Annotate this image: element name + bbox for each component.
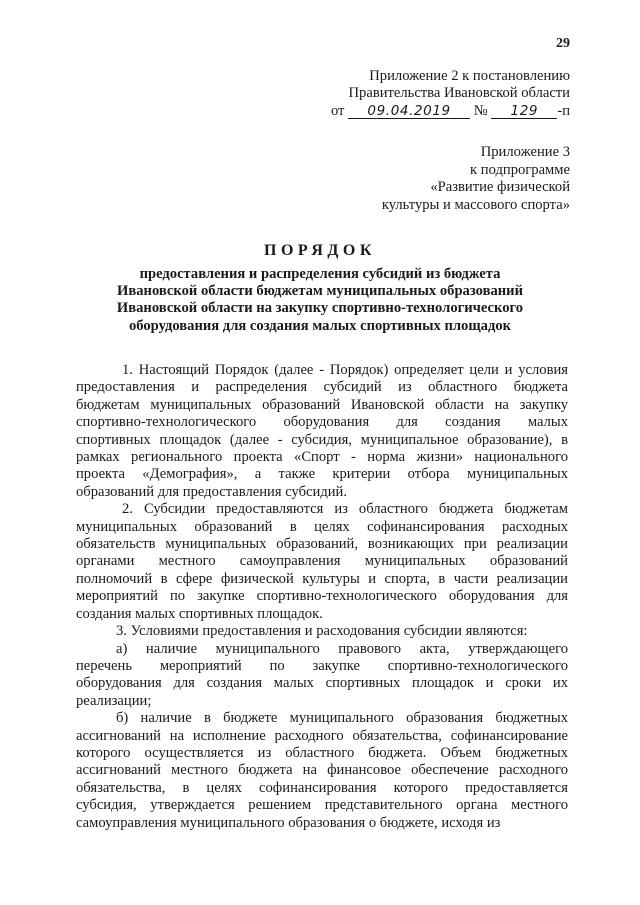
title-sub-line-1: предоставления и распределения субсидий из бюджета [139,266,501,282]
text-line: реализации; [76,692,152,709]
text-line: образований для предоставления субсидий. [76,483,348,500]
appendix-line-1: Приложение 2 к постановлению [369,68,570,84]
title-sub-line-3: Ивановской области на закупку спортивно-технологического [116,300,524,317]
paragraph-1 [76,362,568,501]
text-line: проекта «Демография», а также критерии отбора муниципальных [76,466,568,483]
text-line: 2. Субсидии предоставляются из областного бюджета бюджетам [122,501,568,518]
number-suffix: -п [557,102,570,119]
number-sign: № [473,102,488,119]
text-line: спортивно-технологического оборудования для создания малых [76,414,568,431]
paragraph-3b [76,710,568,832]
subprogram-line-4: культуры и массового спорта» [381,196,570,213]
text-line: ассигнований на исполнение расходного обязательства, софинансирование [76,727,568,744]
text-line: ассигнований местного бюджета на финансовое обеспечение расходного [76,762,568,779]
text-line: которого осуществляется из областного бюджета. Объем бюджетных [76,744,568,761]
text-line: б) наличие в бюджете муниципального образования бюджетных [116,710,568,727]
handwritten-number: 129 [491,104,557,119]
text-line: а) наличие муниципального правового акта, утверждающего [116,640,568,657]
text-line: органами местного самоуправления муниципальных образований [76,553,568,570]
text-line: полномочий в сфере физической культуры и спорта, в части реализации [76,570,568,587]
paragraph-2 [76,501,568,623]
text-line: бюджетам муниципальных образований Ивановской области на закупку [76,396,568,413]
text-line: обязательства, в целях софинансирования которого предоставляется [76,779,568,796]
text-line: обязательств муниципальных образований, возникающих при реализации [76,536,568,553]
document-title [70,242,570,335]
text-line: создания малых спортивных площадок. [76,605,323,622]
subprogram-line-1: Приложение 3 [480,144,570,160]
handwritten-date: 09.04.2019 [348,104,470,119]
paragraph-3a [76,641,568,711]
text-line: муниципальных образований в целях софинансирования расходных [76,518,568,535]
title-main: ПОРЯДОК [264,242,376,259]
subprogram-line-3: «Развитие физической [430,179,570,196]
from-label: от [330,102,345,119]
text-line: субсидия, утверждается решением представительного органа местного [76,797,568,814]
text-line: мероприятий по закупке спортивно-технологического оборудования для [76,588,568,605]
text-line: спортивных площадок (далее - субсидия, муниципальное образование), в [76,431,568,448]
text-line: предоставления и распределения субсидий из областного бюджета [76,379,568,396]
subprogram-line-2: к подпрограмме [470,161,570,178]
appendix-date-number-line [331,103,570,120]
paragraph-3 [76,623,568,640]
title-subtitle [70,266,570,335]
text-line: оборудования для создания малых спортивных площадок и сроки их [76,675,568,692]
text-line: 1. Настоящий Порядок (далее - Порядок) определяет цели и условия [122,362,568,378]
document-body [76,362,568,832]
title-sub-line-2: Ивановской области бюджетам муниципальных образований [117,283,523,300]
text-line: перечень мероприятий по закупке спортивно-технологического [76,657,568,674]
text-line: самоуправления муниципального образования о бюджете, исходя из [76,814,501,831]
text-line: 3. Условиями предоставления и расходования субсидии являются: [116,623,528,640]
subprogram-appendix [382,144,570,214]
text-line: рамках регионального проекта «Спорт - норма жизни» национального [76,449,568,466]
page-number: 29 [556,36,570,51]
appendix-line-2: Правительства Ивановской области [348,85,570,102]
appendix-header [331,68,570,120]
title-sub-line-4: оборудования для создания малых спортивных площадок [128,317,512,334]
